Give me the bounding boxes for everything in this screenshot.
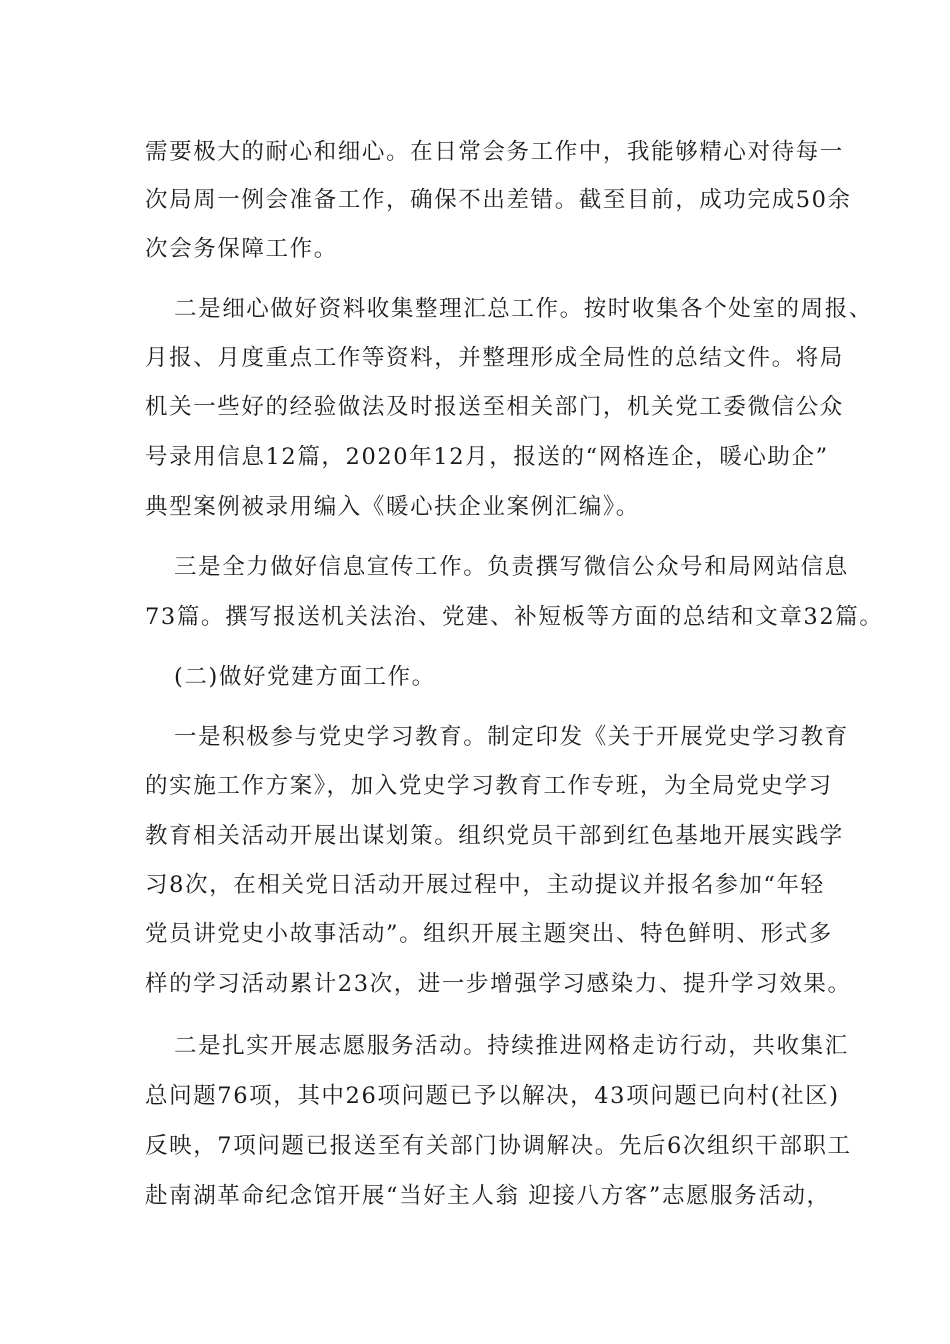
paragraph-start-line: 二是细心做好资料收集整理汇总工作。按时收集各个处室的周报、 [174,296,873,322]
text-line: 需要极大的耐心和细心。在日常会务工作中，我能够精心对待每一 [145,139,844,165]
text-line: 典型案例被录用编入《暖心扶企业案例汇编》。 [145,494,640,520]
paragraph-start-line: 二是扎实开展志愿服务活动。持续推进网格走访行动，共收集汇 [174,1033,849,1059]
text-line: 总问题76项，其中26项问题已予以解决，43项问题已向村(社区) [145,1083,840,1109]
paragraph-start-line: 三是全力做好信息宣传工作。负责撰写微信公众号和局网站信息 [174,554,849,580]
text-line: 次会务保障工作。 [145,236,338,262]
text-line: 次局周一例会准备工作，确保不出差错。截至目前，成功完成50余 [145,187,852,213]
text-line: 反映，7项问题已报送至有关部门协调解决。先后6次组织干部职工 [145,1133,852,1159]
text-line: 73篇。撰写报送机关法治、党建、补短板等方面的总结和文章32篇。 [145,604,884,630]
paragraph-start-line: 一是积极参与党史学习教育。制定印发《关于开展党史学习教育 [174,724,849,750]
text-line: 样的学习活动累计23次，进一步增强学习感染力、提升学习效果。 [145,971,852,997]
text-line: 机关一些好的经验做法及时报送至相关部门，机关党工委微信公众 [145,394,844,420]
section-heading: (二)做好党建方面工作。 [174,664,436,690]
text-line: 的实施工作方案》，加入党史学习教育工作专班，为全局党史学习 [145,773,833,799]
text-line: 月报、月度重点工作等资料，并整理形成全局性的总结文件。将局 [145,345,844,371]
text-line: 党员讲党史小故事活动”。组织开展主题突出、特色鲜明、形式多 [145,921,833,947]
text-line: 号录用信息12篇，2020年12月，报送的“网格连企，暖心助企” [145,444,829,470]
text-line: 习8次，在相关党日活动开展过程中，主动提议并报名参加“年轻 [145,872,825,898]
text-line: 教育相关活动开展出谋划策。组织党员干部到红色基地开展实践学 [145,823,844,849]
text-line: 赴南湖革命纪念馆开展“当好主人翁 迎接八方客”志愿服务活动， [145,1183,831,1209]
